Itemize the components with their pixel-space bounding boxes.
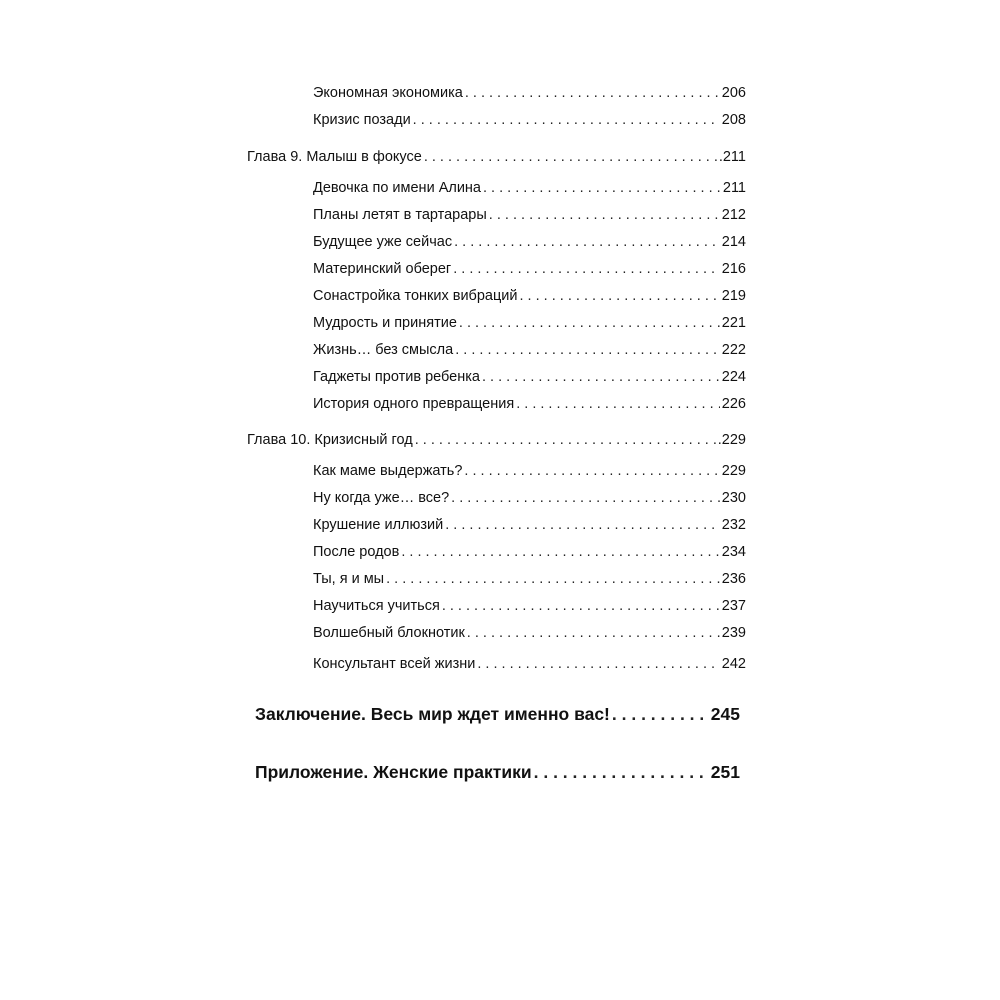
dot-leader [424,150,717,165]
toc-appendix [255,764,740,782]
toc-entry-title: Консультант всей жизни [313,656,476,672]
toc-entry [313,545,746,560]
toc-entry [313,657,746,672]
toc-entry-title: Жизнь… без смысла [313,342,454,358]
dot-leader [520,289,720,304]
toc-entry-title: Будущее уже сейчас [313,234,453,250]
toc-entry-title: После родов [313,544,400,560]
toc-entry [313,86,746,101]
dot-leader [451,491,720,506]
toc-entry [313,464,746,479]
toc-entry-page: 239 [721,625,746,641]
dot-leader [445,518,720,533]
toc-chapter-title: Глава 9. Малыш в фокусе [247,149,422,165]
toc-entry-page: 229 [721,463,746,479]
toc-entry-title: Ну когда уже… все? [313,490,450,506]
toc-entry-page: 222 [721,342,746,358]
dot-leader [415,433,716,448]
toc-conclusion-page: 245 [710,704,740,724]
toc-appendix-title: Приложение. Женские практики [255,762,532,782]
toc-entry-page: 236 [721,571,746,587]
toc-conclusion [255,706,740,724]
toc-entry-title: Как маме выдержать? [313,463,463,479]
dot-leader [477,657,719,672]
toc-entry-page: 237 [721,598,746,614]
toc-entry [313,599,746,614]
toc-entry-page: 221 [721,315,746,331]
toc-entry-title: Планы летят в тартарары [313,207,487,223]
toc-entry-title: Волшебный блокнотик [313,625,465,641]
toc-entry-title: Крушение иллюзий [313,517,444,533]
toc-entry-title: Гаджеты против ребенка [313,369,480,385]
dot-leader [401,545,719,560]
toc-entry [313,626,746,641]
toc-entry-title: Кризис позади [313,112,411,128]
dot-leader [516,397,720,412]
toc-entry [313,572,746,587]
toc-entry-title: Экономная экономика [313,85,463,101]
dot-leader [453,262,720,277]
toc-entry [313,289,746,304]
dot-leader [413,113,720,128]
toc-entry [313,343,746,358]
toc-entry [313,518,746,533]
dot-leader [534,764,703,782]
toc-entry-title: Сонастройка тонких вибраций [313,288,518,304]
toc-entry-title: Ты, я и мы [313,571,385,587]
toc-entry [313,113,746,128]
toc-entry-page: 232 [721,517,746,533]
toc-entry-page: 211 [722,180,746,196]
toc-entry-title: Научиться учиться [313,598,440,614]
toc-entry [313,262,746,277]
toc-entry-title: История одного превращения [313,396,515,412]
dot-leader [489,208,720,223]
toc-entry [313,235,746,250]
dot-leader [465,86,720,101]
dot-leader [442,599,720,614]
dot-leader [459,316,720,331]
toc-entry-page: 242 [721,656,746,672]
toc-entry [313,491,746,506]
dot-leader [464,464,719,479]
toc-chapter-page: .229 [717,432,746,448]
toc-entry [313,397,746,412]
toc-entry-page: 214 [721,234,746,250]
toc-entry-page: 212 [721,207,746,223]
toc-chapter [247,433,746,448]
toc-entry [313,316,746,331]
toc-entry [313,208,746,223]
toc-chapter [247,150,746,165]
toc-conclusion-title: Заключение. Весь мир ждет именно вас! [255,704,610,724]
dot-leader [483,181,721,196]
dot-leader [482,370,720,385]
dot-leader [386,572,720,587]
toc-entry [313,181,746,196]
toc-entry-page: 230 [721,490,746,506]
toc-entry-page: 208 [721,112,746,128]
dot-leader [612,706,703,724]
toc-chapter-title: Глава 10. Кризисный год [247,432,413,448]
toc-chapter-page: .211 [718,149,746,165]
toc-entry-page: 206 [721,85,746,101]
dot-leader [467,626,720,641]
dot-leader [455,343,720,358]
toc-entry-title: Девочка по имени Алина [313,180,481,196]
toc-appendix-page: 251 [710,762,740,782]
toc-entry [313,370,746,385]
toc-entry-page: 224 [721,369,746,385]
dot-leader [454,235,720,250]
toc-entry-title: Мудрость и принятие [313,315,457,331]
toc-entry-page: 216 [721,261,746,277]
toc-entry-title: Материнский оберег [313,261,452,277]
toc-entry-page: 234 [721,544,746,560]
toc-entry-page: 219 [721,288,746,304]
toc-entry-page: 226 [721,396,746,412]
